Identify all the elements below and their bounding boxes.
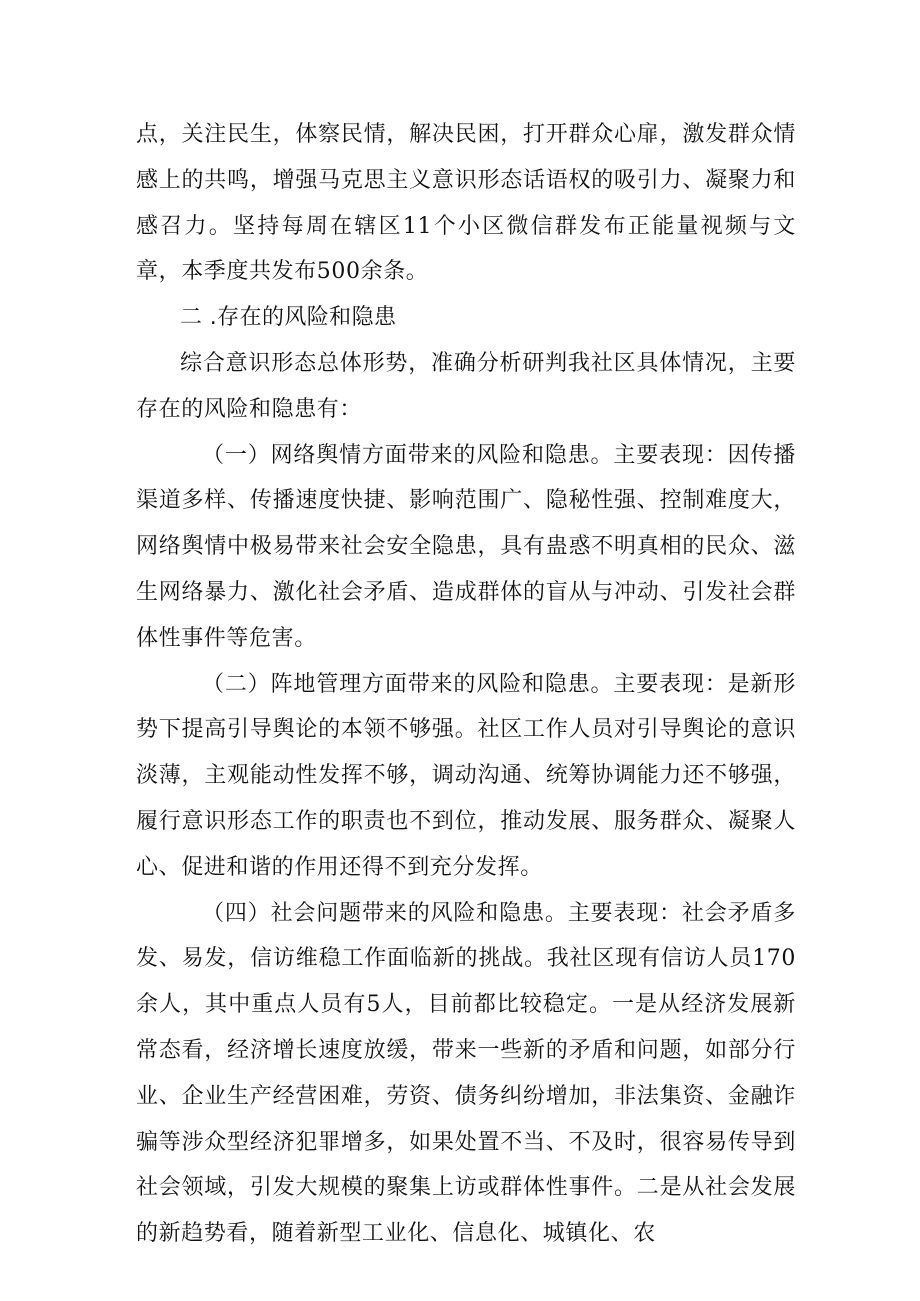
continuation-paragraph: 点，关注民生，体察民情，解决民困，打开群众心扉，激发群众情感上的共鸣，增强马克思主义意识形态话语权的吸引力、凝聚力和感召力。坚持每周在辖区11个小区微信群发布正能量视频与文章，本季度共发布500余条。 [136,122,796,285]
document-body [136,112,796,1257]
item-paragraph-4: （四）社会问题带来的风险和隐患。主要表现：社会矛盾多发、易发，信访维稳工作面临新的挑战。我社区现有信访人员170余人，其中重点人员有5人，目前都比较稳定。一是从经济发展新常态看，经济增长速度放缓，带来一些新的矛盾和问题，如部分行业、企业生产经营困难，劳资、债务纠纷增加，非法集资、金融诈骗等涉众型经济犯罪增多，如果处置不当、不及时，很容易传导到社会领域，引发大规模的聚集上访或群体性事件。二是从社会发展的新趋势看，随着新型工业化、信息化、城镇化、农 [136,900,796,1247]
item-paragraph-2: （二）阵地管理方面带来的风险和隐患。主要表现：是新形势下提高引导舆论的本领不够强。社区工作人员对引导舆论的意识淡薄，主观能动性发挥不够，调动沟通、统筹协调能力还不够强，履行意识形态工作的职责也不到位，推动发展、服务群众、凝聚人心、促进和谐的作用还得不到充分发挥。 [136,671,796,880]
section-heading: 二 .存在的风险和隐患 [180,305,397,331]
intro-paragraph: 综合意识形态总体形势，准确分析研判我社区具体情况，主要存在的风险和隐患有： [136,350,796,422]
item-paragraph-1: （一）网络舆情方面带来的风险和隐患。主要表现：因传播渠道多样、传播速度快捷、影响范围广、隐秘性强、控制难度大，网络舆情中极易带来社会安全隐患，具有蛊惑不明真相的民众、滋生网络暴力、激化社会矛盾、造成群体的盲从与冲动、引发社会群体性事件等危害。 [136,442,796,651]
